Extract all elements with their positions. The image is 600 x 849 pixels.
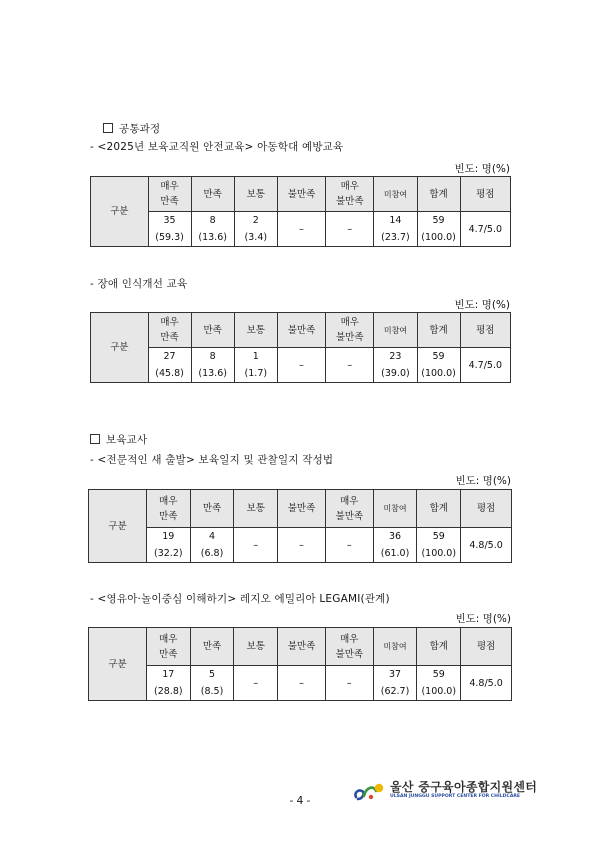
column-header: 매우 만족: [146, 628, 190, 666]
count-cell: 59: [417, 212, 460, 230]
count-cell: 59: [417, 666, 461, 684]
percent-cell: (100.0): [417, 545, 461, 563]
table-header-row: [89, 628, 512, 666]
count-cell: 59: [417, 528, 461, 546]
column-header: 매우 만족: [146, 490, 190, 528]
table-title: - 장애 인식개선 교육: [90, 278, 188, 290]
count-cell: 19: [146, 528, 190, 546]
score-cell: 4.7/5.0: [460, 348, 510, 383]
table-row-counts: [91, 212, 511, 230]
column-header: 미참여: [373, 628, 417, 666]
percent-cell: (100.0): [417, 683, 461, 701]
column-header: 미참여: [373, 490, 417, 528]
count-cell: 5: [190, 666, 234, 684]
column-header: 보통: [234, 490, 278, 528]
column-header: 불만족: [278, 490, 326, 528]
percent-cell: (3.4): [234, 229, 277, 247]
column-header: 불만족: [277, 313, 325, 348]
table-title: - <영유아·놀이중심 이해하기> 레지오 에밀리아 LEGAMI(관계): [90, 593, 390, 605]
column-header: 매우 만족: [148, 177, 191, 212]
section-heading-text: 보육교사: [106, 434, 148, 446]
count-cell: –: [278, 528, 326, 563]
row-header-category: 구분: [91, 177, 149, 247]
count-cell: –: [277, 348, 325, 383]
count-cell: 23: [374, 348, 417, 366]
section-heading-common: [103, 121, 160, 136]
unit-label: 빈도: 명(%): [455, 475, 511, 487]
column-header: 매우 불만족: [325, 490, 373, 528]
percent-cell: (59.3): [148, 229, 191, 247]
column-header: 합계: [417, 490, 461, 528]
count-cell: –: [278, 666, 326, 701]
column-header: 매우 불만족: [326, 177, 374, 212]
org-name-korean: 울산 중구육아종합지원센터: [390, 780, 538, 794]
count-cell: 8: [191, 212, 234, 230]
table-row-counts: [89, 528, 512, 546]
percent-cell: (1.7): [234, 365, 277, 383]
count-cell: 27: [148, 348, 191, 366]
column-header: 평점: [460, 313, 510, 348]
percent-cell: (45.8): [148, 365, 191, 383]
score-cell: 4.7/5.0: [460, 212, 510, 247]
section-heading-teachers: [90, 432, 147, 447]
column-header: 매우 불만족: [326, 313, 374, 348]
table-title: - <전문적인 새 출발> 보육일지 및 관찰일지 작성법: [90, 454, 334, 466]
count-cell: –: [325, 528, 373, 563]
count-cell: 4: [190, 528, 234, 546]
count-cell: 14: [374, 212, 417, 230]
section-heading-text: 공통과정: [119, 123, 161, 135]
table-header-row: [91, 313, 511, 348]
survey-table: [88, 627, 512, 701]
table-row-counts: [91, 348, 511, 366]
column-header: 미참여: [374, 177, 417, 212]
checkbox-square-icon: [103, 123, 113, 133]
percent-cell: (39.0): [374, 365, 417, 383]
column-header: 합계: [417, 177, 460, 212]
count-cell: –: [326, 348, 374, 383]
column-header: 미참여: [374, 313, 417, 348]
unit-label: 빈도: 명(%): [454, 299, 510, 311]
table-header-row: [89, 490, 512, 528]
survey-table: [90, 312, 511, 383]
column-header: 보통: [234, 628, 278, 666]
count-cell: –: [277, 212, 325, 247]
column-header: 평점: [460, 177, 510, 212]
survey-table: [88, 489, 512, 563]
count-cell: 59: [417, 348, 460, 366]
count-cell: –: [234, 528, 278, 563]
count-cell: –: [325, 666, 373, 701]
column-header: 만족: [190, 490, 234, 528]
table-title: - <2025년 보육교직원 안전교육> 아동학대 예방교육: [90, 141, 344, 153]
percent-cell: (13.6): [191, 229, 234, 247]
count-cell: 36: [373, 528, 417, 546]
row-header-category: 구분: [89, 628, 147, 701]
column-header: 만족: [191, 177, 234, 212]
checkbox-square-icon: [90, 434, 100, 444]
column-header: 매우 만족: [148, 313, 191, 348]
survey-table: [90, 176, 511, 247]
column-header: 불만족: [277, 177, 325, 212]
count-cell: 1: [234, 348, 277, 366]
column-header: 만족: [190, 628, 234, 666]
percent-cell: (8.5): [190, 683, 234, 701]
percent-cell: (62.7): [373, 683, 417, 701]
count-cell: 8: [191, 348, 234, 366]
count-cell: –: [234, 666, 278, 701]
count-cell: 37: [373, 666, 417, 684]
count-cell: 17: [146, 666, 190, 684]
column-header: 평점: [461, 490, 512, 528]
percent-cell: (6.8): [190, 545, 234, 563]
column-header: 매우 불만족: [325, 628, 373, 666]
org-name-english: ULSAN JUNGGU SUPPORT CENTER FOR CHILDCARE: [390, 794, 521, 799]
table-row-counts: [89, 666, 512, 684]
column-header: 평점: [461, 628, 512, 666]
column-header: 만족: [191, 313, 234, 348]
row-header-category: 구분: [89, 490, 147, 563]
count-cell: –: [326, 212, 374, 247]
row-header-category: 구분: [91, 313, 149, 383]
unit-label: 빈도: 명(%): [455, 613, 511, 625]
percent-cell: (100.0): [417, 229, 460, 247]
count-cell: 35: [148, 212, 191, 230]
column-header: 보통: [234, 313, 277, 348]
column-header: 합계: [417, 313, 460, 348]
percent-cell: (100.0): [417, 365, 460, 383]
percent-cell: (61.0): [373, 545, 417, 563]
column-header: 불만족: [278, 628, 326, 666]
percent-cell: (32.2): [146, 545, 190, 563]
percent-cell: (23.7): [374, 229, 417, 247]
percent-cell: (28.8): [146, 683, 190, 701]
table-header-row: [91, 177, 511, 212]
count-cell: 2: [234, 212, 277, 230]
page-number: - 4 -: [289, 795, 311, 807]
column-header: 합계: [417, 628, 461, 666]
percent-cell: (13.6): [191, 365, 234, 383]
column-header: 보통: [234, 177, 277, 212]
unit-label: 빈도: 명(%): [454, 163, 510, 175]
score-cell: 4.8/5.0: [461, 528, 512, 563]
score-cell: 4.8/5.0: [461, 666, 512, 701]
